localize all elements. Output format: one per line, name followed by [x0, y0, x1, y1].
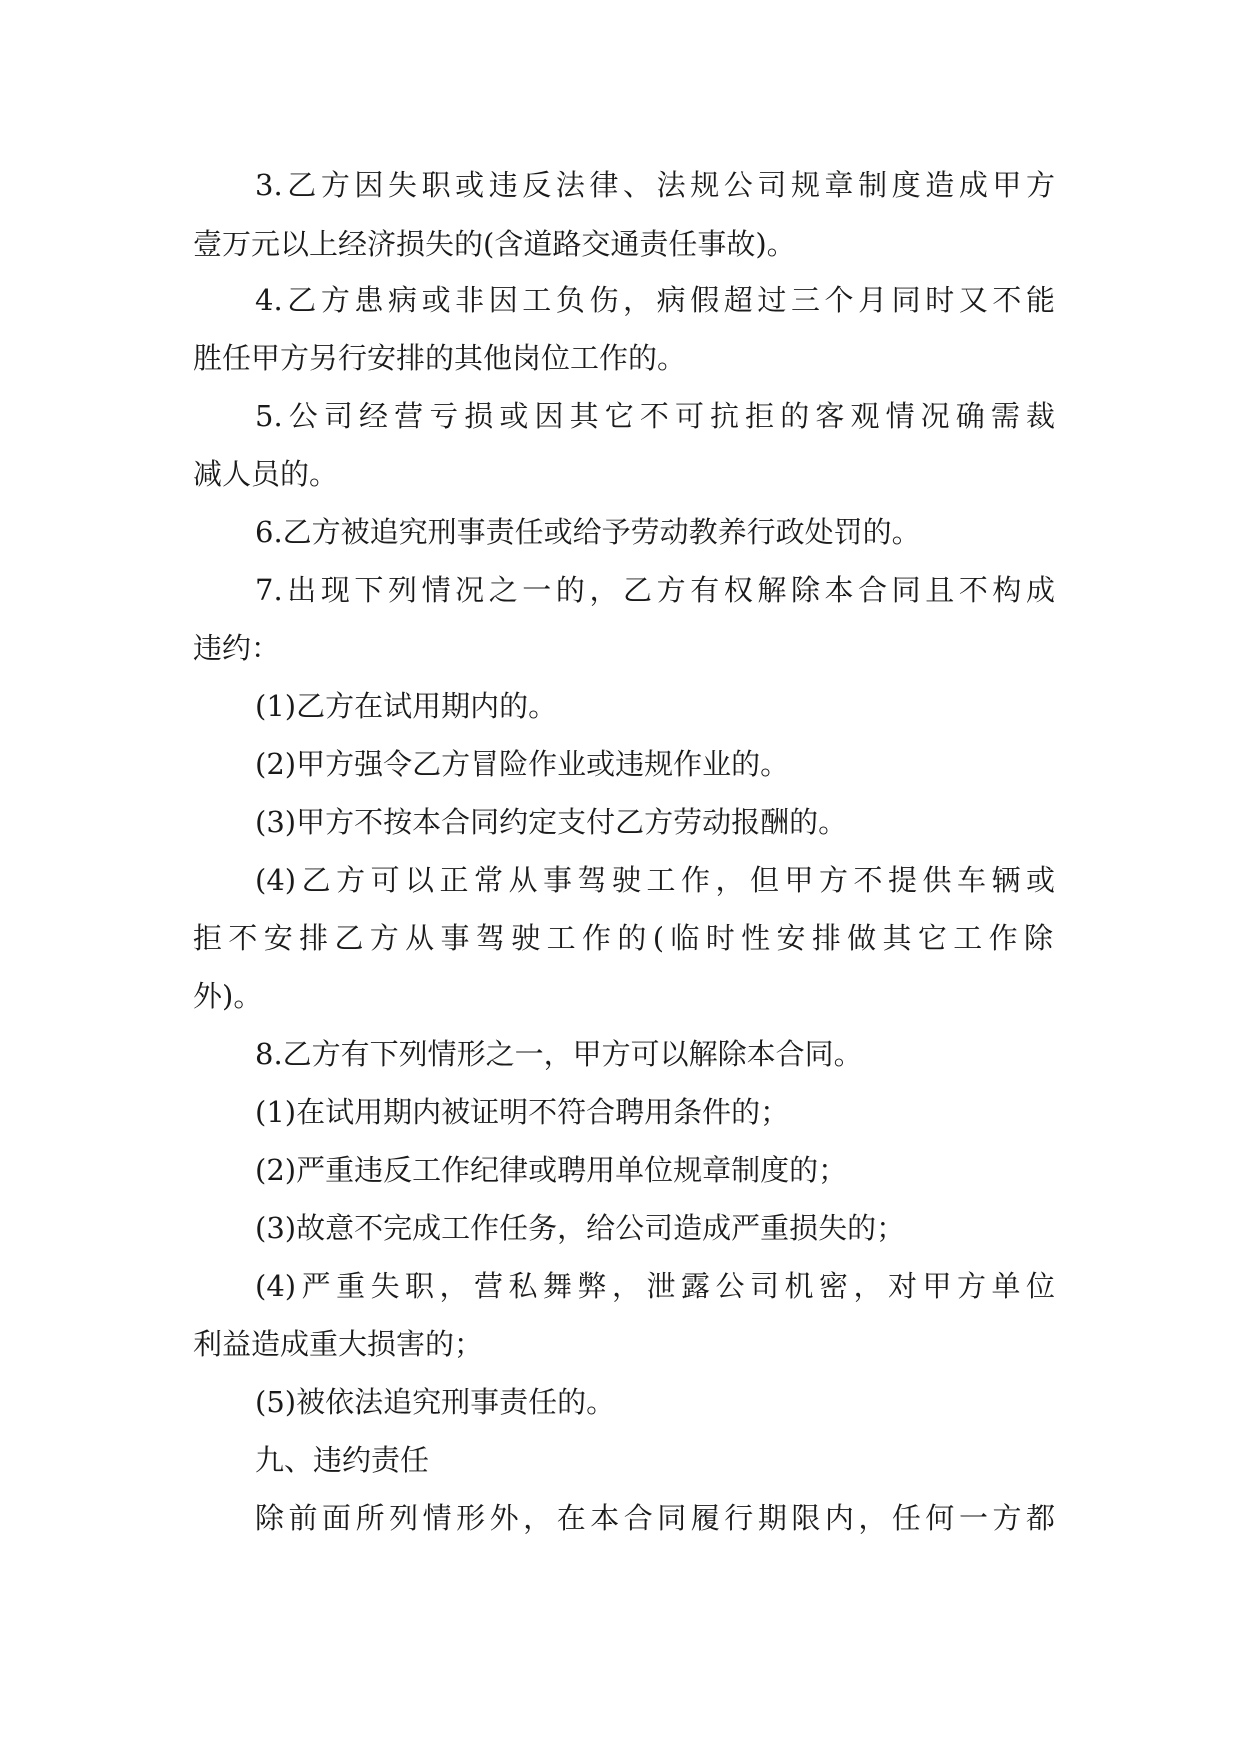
clause-8-item-4-line-2: 利益造成重大损害的；	[193, 1327, 484, 1361]
clause-8-line-1: 8.乙方有下列情形之一，甲方可以解除本合同。	[255, 1037, 863, 1071]
clause-7-item-4-line-1: (4)乙方可以正常从事驾驶工作，但甲方不提供车辆或	[255, 863, 1055, 897]
clause-4-line-2: 胜任甲方另行安排的其他岗位工作的。	[193, 341, 687, 375]
clause-8-item-2: (2)严重违反工作纪律或聘用单位规章制度的；	[255, 1153, 848, 1187]
clause-6-line-1: 6.乙方被追究刑事责任或给予劳动教养行政处罚的。	[255, 515, 921, 549]
clause-4-line-1: 4.乙方患病或非因工负伤，病假超过三个月同时又不能	[255, 283, 1055, 317]
liability-paragraph-line-1: 除前面所列情形外，在本合同履行期限内，任何一方都	[255, 1501, 1055, 1535]
clause-7-item-4-line-2: 拒不安排乙方从事驾驶工作的(临时性安排做其它工作除	[193, 921, 1053, 955]
clause-7-line-1: 7.出现下列情况之一的，乙方有权解除本合同且不构成	[255, 573, 1055, 607]
clause-5-line-2: 减人员的。	[193, 457, 339, 491]
clause-3-line-1: 3.乙方因失职或违反法律、法规公司规章制度造成甲方	[255, 168, 1055, 202]
clause-8-item-4-line-1: (4)严重失职，营私舞弊，泄露公司机密，对甲方单位	[255, 1269, 1055, 1303]
clause-7-item-1: (1)乙方在试用期内的。	[255, 689, 558, 723]
clause-8-item-3: (3)故意不完成工作任务，给公司造成严重损失的；	[255, 1211, 906, 1245]
clause-8-item-5: (5)被依法追究刑事责任的。	[255, 1385, 616, 1419]
section-heading-liability: 九、违约责任	[255, 1443, 430, 1477]
clause-7-item-3: (3)甲方不按本合同约定支付乙方劳动报酬的。	[255, 805, 848, 839]
clause-7-item-2: (2)甲方强令乙方冒险作业或违规作业的。	[255, 747, 790, 781]
clause-8-item-1: (1)在试用期内被证明不符合聘用条件的；	[255, 1095, 790, 1129]
clause-5-line-1: 5.公司经营亏损或因其它不可抗拒的客观情况确需裁	[255, 399, 1055, 433]
clause-3-line-2: 壹万元以上经济损失的(含道路交通责任事故)。	[193, 227, 796, 261]
clause-7-line-2: 违约：	[193, 631, 281, 665]
clause-7-item-4-line-3: 外)。	[193, 979, 263, 1013]
